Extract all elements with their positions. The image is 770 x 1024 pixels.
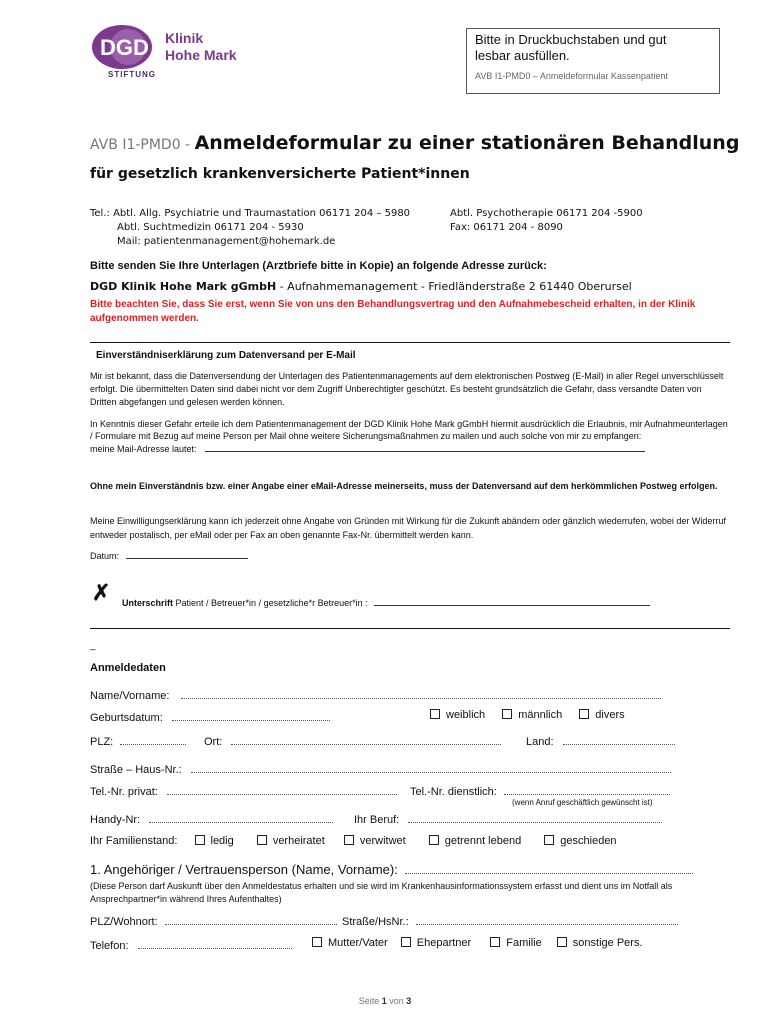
relation-spouse-option[interactable] bbox=[401, 937, 471, 949]
job-row bbox=[354, 812, 662, 826]
date-field[interactable] bbox=[126, 549, 248, 559]
contact-street-row bbox=[342, 914, 678, 928]
phone-work-note: (wenn Anruf geschäftlich gewünscht ist) bbox=[512, 798, 653, 807]
contact-fax: Fax: 06171 204 - 8090 bbox=[450, 222, 563, 233]
title-prefix: AVB I1-PMD0 - bbox=[90, 137, 195, 153]
mobile-field[interactable] bbox=[149, 812, 333, 823]
contact-phone-psychiatry: Tel.: Abtl. Allg. Psychiatrie und Traumastation 06171 204 – 5980 bbox=[90, 208, 411, 219]
signature-label-bold: Unterschrift bbox=[122, 598, 174, 608]
mobile-label: Handy-Nr: bbox=[90, 814, 141, 826]
phone-private-label: Tel.-Nr. privat: bbox=[90, 786, 158, 798]
relation-family-checkbox[interactable] bbox=[490, 937, 500, 947]
send-instruction: Bitte senden Sie Ihre Unterlagen (Arztbriefe bitte in Kopie) an folgende Adresse zurück: bbox=[90, 260, 547, 272]
name-field[interactable] bbox=[181, 688, 661, 699]
page-title bbox=[90, 132, 739, 154]
relation-spouse-checkbox[interactable] bbox=[401, 937, 411, 947]
zip-row bbox=[90, 734, 186, 748]
gender-diverse-checkbox[interactable] bbox=[579, 709, 589, 719]
contact-email[interactable]: Mail: patientenmanagement@hohemark.de bbox=[117, 236, 336, 247]
contact-person-note: (Diese Person darf Auskunft über den Anmeldestatus erhalten und sie wird im Krankenhausinformationssystem erfasst und dient uns im Notfall als Ansprechpartner*in während Ihres Aufenthaltes) bbox=[90, 881, 673, 904]
relation-family-label: Familie bbox=[506, 937, 542, 949]
contact-left bbox=[90, 207, 410, 249]
name-label: Name/Vorname: bbox=[90, 690, 170, 702]
relation-spouse-label: Ehepartner bbox=[416, 937, 472, 949]
relation-parent-label: Mutter/Vater bbox=[328, 937, 388, 949]
contact-zip-row bbox=[90, 914, 337, 928]
marital-married-label: verheiratet bbox=[272, 835, 325, 847]
phone-private-row bbox=[90, 784, 397, 798]
marital-widowed-checkbox[interactable] bbox=[344, 835, 354, 845]
contact-phone-addiction: Abtl. Suchtmedizin 06171 204 - 5930 bbox=[117, 222, 304, 233]
title-main: Anmeldeformular zu einer stationären Behandlung bbox=[194, 132, 740, 154]
contact-phone-field[interactable] bbox=[138, 938, 292, 949]
email-field[interactable] bbox=[205, 442, 645, 452]
contact-phone-psychotherapy: Abtl. Psychotherapie 06171 204 -5900 bbox=[450, 208, 643, 219]
city-field[interactable] bbox=[231, 734, 501, 745]
relation-options bbox=[312, 937, 643, 949]
page-current: 1 bbox=[381, 996, 387, 1006]
contact-person-name-field[interactable] bbox=[405, 863, 693, 874]
consent-title: Einverständniserklärung zum Datenversand per E-Mail bbox=[96, 350, 356, 361]
marital-label: Ihr Familienstand: bbox=[90, 835, 178, 847]
relation-parent-option[interactable] bbox=[312, 937, 388, 949]
relation-other-checkbox[interactable] bbox=[557, 937, 567, 947]
instruction-box bbox=[466, 28, 720, 94]
street-label: Straße – Haus-Nr.: bbox=[90, 764, 182, 776]
logo-name-line1: Klinik bbox=[165, 30, 204, 46]
admission-warning: Bitte beachten Sie, dass Sie erst, wenn Sie von uns den Behandlungsvertrag und den Aufnahmebescheid erhalten, in der Klinik aufgenommen werden. bbox=[90, 299, 696, 324]
contact-person-row bbox=[90, 862, 693, 877]
marital-divorced-option[interactable] bbox=[544, 835, 616, 847]
country-field[interactable] bbox=[563, 734, 675, 745]
consent-paragraph-4: Meine Einwilligungserklärung kann ich jederzeit ohne Angabe von Gründen mit Wirkung für die Zukunft abändern oder gänzlich wiederrufen, wobei der Widerruf entweder postalisch, per eMail oder per Fax an oben genannte Fax-Nr. übermittelt werden kann. bbox=[90, 516, 726, 540]
logo-org: STIFTUNG bbox=[108, 70, 156, 79]
marital-single-option[interactable] bbox=[195, 835, 234, 847]
date-label: Datum: bbox=[90, 551, 120, 561]
divider bbox=[90, 628, 730, 629]
gender-diverse-option[interactable] bbox=[579, 709, 624, 721]
city-row bbox=[204, 734, 501, 748]
consent-paragraph-3: Ohne mein Einverständnis bzw. einer Angabe einer eMail-Adresse meinerseits, muss der Datenversand auf dem herkömmlichen Postweg erfolgen. bbox=[90, 481, 718, 491]
job-field[interactable] bbox=[408, 812, 662, 823]
marital-divorced-checkbox[interactable] bbox=[544, 835, 554, 845]
marital-married-checkbox[interactable] bbox=[257, 835, 267, 845]
job-label: Ihr Beruf: bbox=[354, 814, 400, 826]
form-code: AVB I1-PMD0 – Anmeldeformular Kassenpatient bbox=[475, 71, 668, 81]
marital-single-label: ledig bbox=[210, 835, 234, 847]
name-row bbox=[90, 688, 661, 702]
relation-other-option[interactable] bbox=[557, 937, 643, 949]
page-number-prefix: Seite bbox=[358, 996, 382, 1006]
marital-separated-label: getrennt lebend bbox=[444, 835, 522, 847]
contact-street-label: Straße/HsNr.: bbox=[342, 916, 409, 928]
address-rest: - Aufnahmemanagement - Friedländerstraße 2 61440 Oberursel bbox=[276, 280, 632, 293]
gender-male-option[interactable] bbox=[502, 709, 562, 721]
contact-phone-row bbox=[90, 938, 292, 952]
gender-options bbox=[430, 709, 625, 721]
contact-street-field[interactable] bbox=[416, 914, 678, 925]
logo bbox=[90, 22, 250, 82]
page-number bbox=[0, 996, 770, 1006]
signature-row bbox=[122, 596, 650, 608]
gender-diverse-label: divers bbox=[595, 709, 625, 721]
street-field[interactable] bbox=[191, 762, 671, 773]
phone-work-field[interactable] bbox=[504, 784, 670, 795]
contact-right bbox=[450, 207, 643, 235]
signature-field[interactable] bbox=[374, 596, 650, 606]
logo-name-line2: Hohe Mark bbox=[165, 47, 237, 63]
instruction-line2: lesbar ausfüllen. bbox=[475, 48, 570, 63]
page-total: 3 bbox=[406, 996, 412, 1006]
logo-brand-text: DGD bbox=[100, 35, 149, 60]
contact-phone-label: Telefon: bbox=[90, 940, 129, 952]
marital-single-checkbox[interactable] bbox=[195, 835, 205, 845]
contact-zip-field[interactable] bbox=[165, 914, 337, 925]
zip-label: PLZ: bbox=[90, 736, 114, 748]
phone-work-label: Tel.-Nr. dienstlich: bbox=[410, 786, 497, 798]
marital-widowed-label: verwitwet bbox=[359, 835, 406, 847]
signature-label: Patient / Betreuer*in / gesetzliche*r Betreuer*in : bbox=[173, 598, 368, 608]
zip-field[interactable] bbox=[120, 734, 186, 745]
country-label: Land: bbox=[526, 736, 554, 748]
marital-row bbox=[90, 835, 617, 847]
gender-male-label: männlich bbox=[518, 709, 563, 721]
consent-permission-text: In Kenntnis dieser Gefahr erteile ich dem Patientenmanagement der DGD Klinik Hohe Mark gGmbH hiermit ausdrücklich die Erlaubnis, mir Aufnahmeunterlagen / Formulare mit Bezug auf meine Person per Mail ohne weitere Sicherungsmaßnahmen zu mailen und auch solche von mir zu empfangen: bbox=[90, 419, 728, 441]
birthdate-row bbox=[90, 710, 330, 724]
signature-mark-icon: ✗ bbox=[92, 580, 111, 605]
gender-female-option[interactable] bbox=[430, 709, 485, 721]
city-label: Ort: bbox=[204, 736, 223, 748]
relation-other-label: sonstige Pers. bbox=[572, 937, 643, 949]
street-row bbox=[90, 762, 671, 776]
divider bbox=[90, 342, 730, 343]
return-address bbox=[90, 280, 632, 293]
divider-tail: _ bbox=[90, 640, 96, 651]
birthdate-field[interactable] bbox=[172, 710, 330, 721]
mobile-row bbox=[90, 812, 333, 826]
page-number-middle: von bbox=[386, 996, 407, 1006]
email-label: meine Mail-Adresse lautet: bbox=[90, 444, 197, 454]
phone-private-field[interactable] bbox=[167, 784, 397, 795]
instruction-line1: Bitte in Druckbuchstaben und gut bbox=[475, 32, 667, 47]
consent-paragraph-1: Mir ist bekannt, dass die Datenversendung der Unterlagen des Patientenmanagements auf dem elektronischen Postweg (E-Mail) in aller Regel unverschlüsselt erfolgt. Die übermittelten Daten sind dabei nicht vor dem Zugriff Unberechtigter geschützt. Es besteht grundsätzlich die Gefahr, dass versandte Daten von Dritten abgefangen und gelesen werden können. bbox=[90, 371, 724, 407]
marital-separated-option[interactable] bbox=[429, 835, 521, 847]
registration-title: Anmeldedaten bbox=[90, 662, 166, 674]
marital-married-option[interactable] bbox=[257, 835, 325, 847]
phone-work-row bbox=[410, 784, 670, 798]
country-row bbox=[526, 734, 675, 748]
page-subtitle: für gesetzlich krankenversicherte Patient*innen bbox=[90, 166, 470, 182]
relation-parent-checkbox[interactable] bbox=[312, 937, 322, 947]
gender-female-label: weiblich bbox=[446, 709, 486, 721]
contact-zip-label: PLZ/Wohnort: bbox=[90, 916, 158, 928]
relation-family-option[interactable] bbox=[490, 937, 541, 949]
gender-male-checkbox[interactable] bbox=[502, 709, 512, 719]
consent-paragraph-2 bbox=[90, 418, 730, 455]
address-company: DGD Klinik Hohe Mark gGmbH bbox=[90, 280, 277, 293]
marital-widowed-option[interactable] bbox=[344, 835, 406, 847]
birthdate-label: Geburtsdatum: bbox=[90, 712, 163, 724]
contact-person-title: 1. Angehöriger / Vertrauensperson (Name, Vorname): bbox=[90, 862, 398, 877]
date-row bbox=[90, 549, 248, 561]
gender-female-checkbox[interactable] bbox=[430, 709, 440, 719]
marital-divorced-label: geschieden bbox=[560, 835, 617, 847]
marital-separated-checkbox[interactable] bbox=[429, 835, 439, 845]
